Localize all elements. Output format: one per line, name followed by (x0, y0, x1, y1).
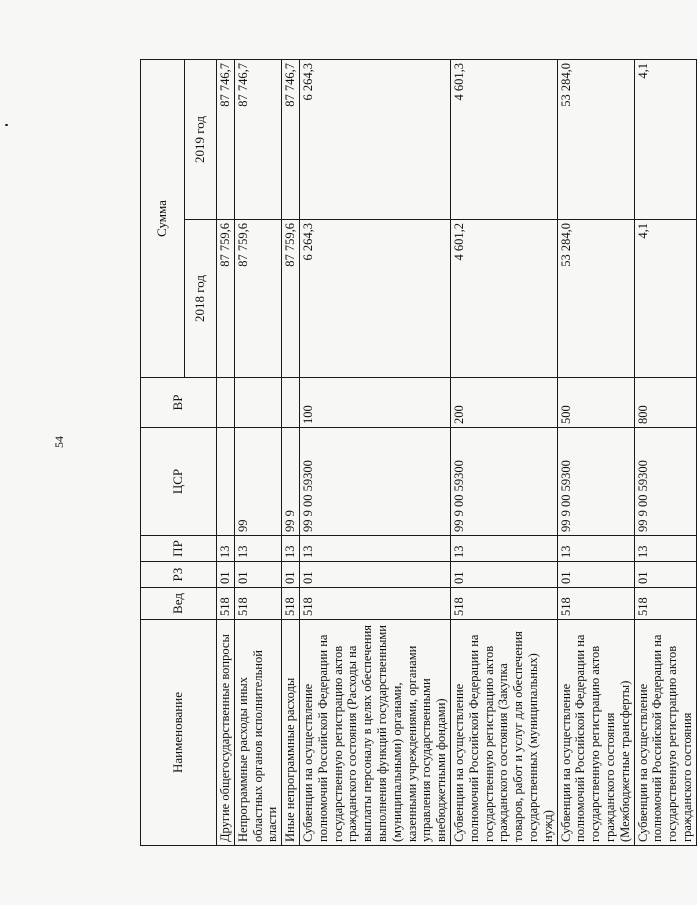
cell-vr: 100 (299, 378, 450, 428)
cell-sum-2019: 87 746,7 (217, 60, 235, 220)
cell-vr: 800 (634, 378, 696, 428)
header-year-2018: 2018 год (185, 220, 217, 378)
cell-vr: 500 (557, 378, 634, 428)
cell-name: Субвенции на осуществление полномочий Российской Федерации на государственную регистрацию актов гражданского состояния (Закупка товаров, работ и услуг для обеспечения государственных (муниципальных) нужд) (450, 620, 557, 846)
cell-vr (282, 378, 300, 428)
cell-vr (234, 378, 281, 428)
cell-ved: 518 (282, 588, 300, 620)
cell-name: Непрограммные расходы иных областных органов исполнительной власти (234, 620, 281, 846)
header-name: Наименование (141, 620, 217, 846)
cell-sum-2018: 87 759,6 (234, 220, 281, 378)
cell-ved: 518 (217, 588, 235, 620)
cell-pr: 13 (557, 536, 634, 562)
cell-rz: 01 (234, 562, 281, 588)
cell-vr: 200 (450, 378, 557, 428)
budget-table (140, 59, 697, 846)
table-row (299, 60, 450, 846)
cell-pr: 13 (299, 536, 450, 562)
cell-csr: 99 9 00 59300 (557, 428, 634, 536)
cell-sum-2019: 53 284,0 (557, 60, 634, 220)
cell-rz: 01 (557, 562, 634, 588)
cell-rz: 01 (450, 562, 557, 588)
header-rz: РЗ (141, 562, 217, 588)
rotated-table-container (140, 60, 694, 846)
cell-name: Иные непрограммные расходы (282, 620, 300, 846)
cell-sum-2019: 4 601,3 (450, 60, 557, 220)
table-row (634, 60, 696, 846)
cell-rz: 01 (217, 562, 235, 588)
cell-sum-2019: 4,1 (634, 60, 696, 220)
cell-pr: 13 (450, 536, 557, 562)
table-row (282, 60, 300, 846)
header-vr: ВР (141, 378, 217, 428)
cell-ved: 518 (557, 588, 634, 620)
cell-sum-2018: 4 601,2 (450, 220, 557, 378)
cell-csr: 99 9 (282, 428, 300, 536)
cell-csr: 99 (234, 428, 281, 536)
cell-rz: 01 (299, 562, 450, 588)
cell-rz: 01 (634, 562, 696, 588)
cell-sum-2018: 53 284,0 (557, 220, 634, 378)
cell-csr (217, 428, 235, 536)
cell-sum-2018: 4,1 (634, 220, 696, 378)
cell-vr (217, 378, 235, 428)
cell-ved: 518 (450, 588, 557, 620)
cell-ved: 518 (634, 588, 696, 620)
header-year-2019: 2019 год (185, 60, 217, 220)
cell-name: Другие общегосударственные вопросы (217, 620, 235, 846)
cell-pr: 13 (217, 536, 235, 562)
cell-sum-2019: 87 746,7 (282, 60, 300, 220)
cell-sum-2019: 87 746,7 (234, 60, 281, 220)
cell-name: Субвенции на осуществление полномочий Российской Федерации на государственную регистрацию актов гражданского состояния (Расходы на выплаты персоналу в целях обеспечения выполнения функций государственными (муниципальными) органами, казенными учреждениями, органами управления государственными внебюджетными фондами) (299, 620, 450, 846)
cell-sum-2018: 87 759,6 (217, 220, 235, 378)
header-ved: Вед (141, 588, 217, 620)
cell-pr: 13 (234, 536, 281, 562)
scan-speck (5, 124, 8, 126)
cell-csr: 99 9 00 59300 (634, 428, 696, 536)
header-pr: ПР (141, 536, 217, 562)
cell-rz: 01 (282, 562, 300, 588)
header-sum: Сумма (141, 60, 185, 378)
page-number: 54 (52, 436, 66, 448)
cell-pr: 13 (634, 536, 696, 562)
table-row (450, 60, 557, 846)
cell-pr: 13 (282, 536, 300, 562)
cell-csr: 99 9 00 59300 (450, 428, 557, 536)
cell-sum-2018: 87 759,6 (282, 220, 300, 378)
cell-csr: 99 9 00 59300 (299, 428, 450, 536)
cell-ved: 518 (299, 588, 450, 620)
cell-name: Субвенции на осуществление полномочий Российской Федерации на государственную регистрацию актов гражданского состояния (634, 620, 696, 846)
table-row (557, 60, 634, 846)
cell-ved: 518 (234, 588, 281, 620)
table-row (234, 60, 281, 846)
header-csr: ЦСР (141, 428, 217, 536)
table-row (217, 60, 235, 846)
cell-sum-2019: 6 264,3 (299, 60, 450, 220)
cell-sum-2018: 6 264,3 (299, 220, 450, 378)
cell-name: Субвенции на осуществление полномочий Российской Федерации на государственную регистрацию актов гражданского состояния (Межбюджетные трансферты) (557, 620, 634, 846)
